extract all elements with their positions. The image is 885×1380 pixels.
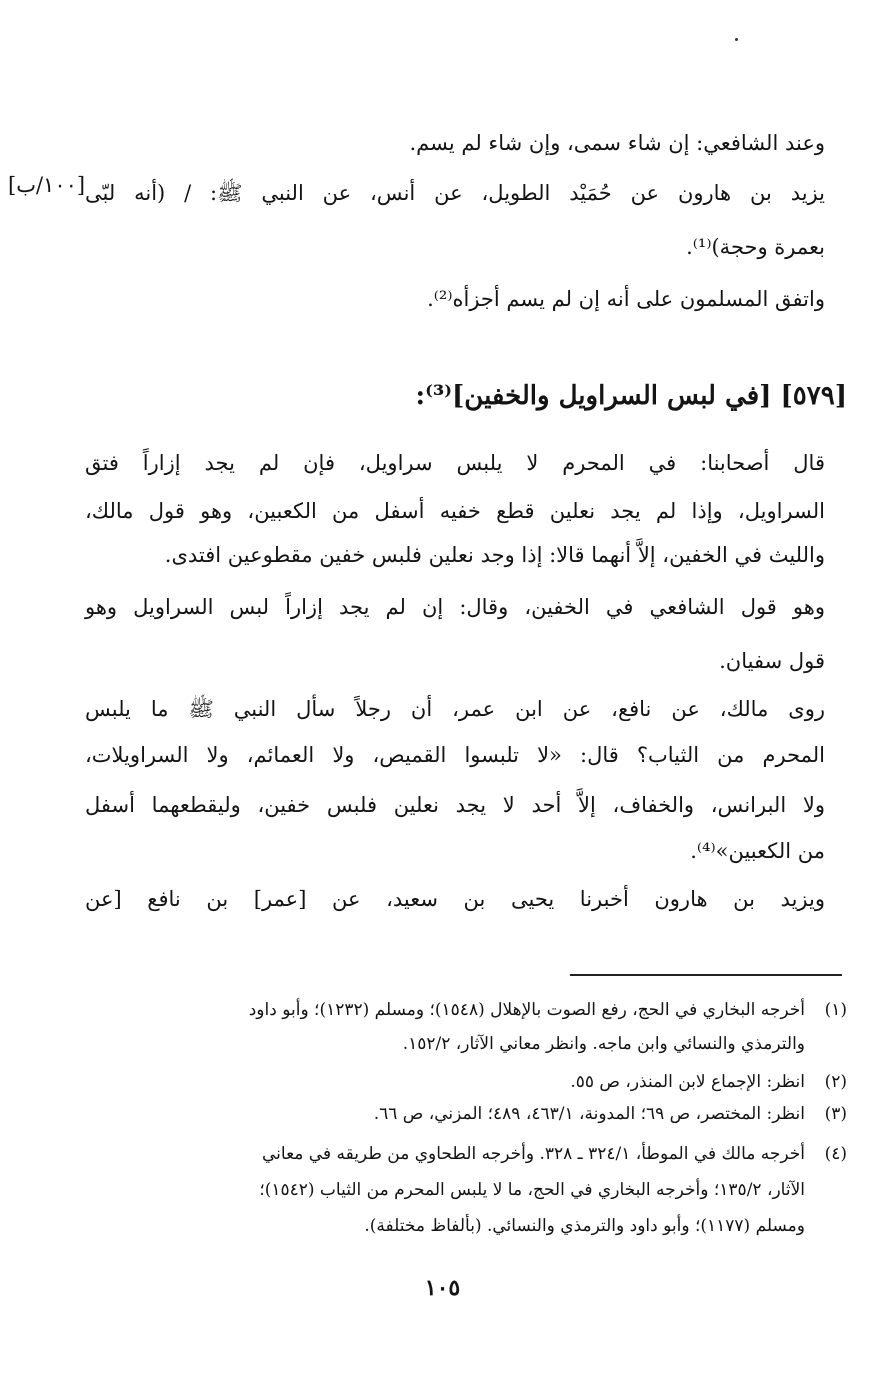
footnote-text: الآثار، ١٣٥/٢؛ وأخرجه البخاري في الحج، ما لا يلبس المحرم من الثياب (١٥٤٢)؛: [259, 1180, 805, 1200]
footnote-2: [47, 1068, 847, 1096]
text-line: وعند الشافعي: إن شاء سمى، وإن شاء لم يسم.: [409, 131, 825, 155]
text-line: قول سفيان.: [719, 649, 825, 673]
text-line: والليث في الخفين، إلاَّ أنهما قالا: إذا وجد نعلين فلبس خفين مقطوعين افتدى.: [164, 543, 825, 567]
text-line: من الكعبين»⁽⁴⁾.: [690, 839, 825, 863]
text-line: يزيد بن هارون عن حُمَيْد الطويل، عن أنس، عن النبي ﷺ: / (أنه لبّى: [85, 181, 825, 205]
footnote-4: [47, 1140, 847, 1168]
footnote-text: والترمذي والنسائي وابن ماجه. وانظر معاني الآثار، ١٥٢/٢.: [402, 1034, 805, 1054]
text-line: روى مالك، عن نافع، عن ابن عمر، أن رجلاً سأل النبي ﷺ ما يلبس: [85, 697, 825, 721]
ink-speck: [735, 38, 738, 41]
footnote-1: [47, 996, 847, 1024]
footnote-number: (٤): [824, 1144, 847, 1164]
text-line: وهو قول الشافعي في الخفين، وقال: إن لم يجد إزاراً لبس السراويل وهو: [85, 595, 825, 619]
section-heading: [٥٧٩] [في لبس السراويل والخفين]⁽³⁾:: [415, 381, 847, 411]
footnote-text: أخرجه مالك في الموطأ، ٣٢٤/١ ـ ٣٢٨. وأخرجه الطحاوي من طريقه في معاني: [262, 1144, 805, 1164]
text-line: المحرم من الثياب؟ قال: «لا تلبسوا القميص، ولا العمائم، ولا السراويلات،: [85, 743, 825, 767]
footnote-text: انظر: الإجماع لابن المنذر، ص ٥٥.: [570, 1072, 805, 1092]
text-line: بعمرة وحجة)⁽¹⁾.: [686, 235, 825, 259]
text-line: واتفق المسلمون على أنه إن لم يسم أجزأه⁽²⁾.: [427, 287, 825, 311]
text-line: السراويل، وإذا لم يجد نعلين قطع خفيه أسفل من الكعبين، وهو قول مالك،: [85, 499, 825, 523]
footnote-number: (١): [824, 1000, 847, 1020]
footnote-divider: [570, 974, 842, 976]
footnote-text: ومسلم (١١٧٧)؛ وأبو داود والترمذي والنسائي. (بألفاظ مختلفة).: [364, 1216, 805, 1236]
page-number: ١٠٥: [424, 1275, 461, 1301]
footnote-text: أخرجه البخاري في الحج، رفع الصوت بالإهلال (١٥٤٨)؛ ومسلم (١٢٣٢)؛ وأبو داود: [248, 1000, 805, 1020]
text-line: ويزيد بن هارون أخبرنا يحيى بن سعيد، عن [عمر] بن نافع [عن: [85, 887, 825, 911]
footnote-number: (٢): [824, 1072, 847, 1092]
footnote-3: [47, 1100, 847, 1128]
margin-folio-note: [١٠٠/ب]: [8, 173, 86, 197]
text-line: ولا البرانس، والخفاف، إلاَّ أحد لا يجد نعلين فلبس خفين، وليقطعهما أسفل: [85, 793, 825, 817]
footnote-number: (٣): [824, 1104, 847, 1124]
text-line: قال أصحابنا: في المحرم لا يلبس سراويل، فإن لم يجد إزاراً فتق: [85, 451, 825, 475]
footnote-text: انظر: المختصر، ص ٦٩؛ المدونة، ٤٦٣/١، ٤٨٩؛ المزني، ص ٦٦.: [373, 1104, 805, 1124]
